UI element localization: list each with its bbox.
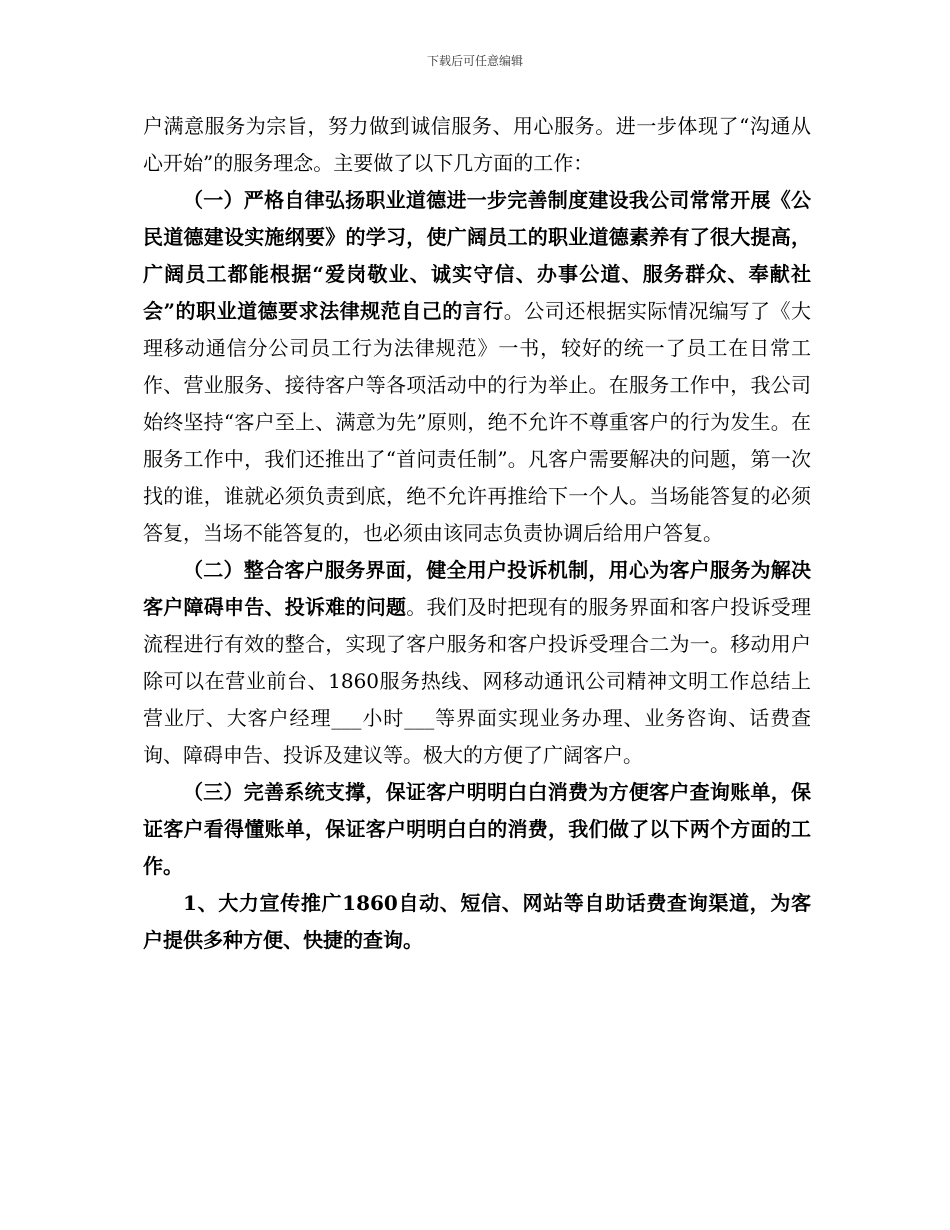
paragraph-item-1 (143, 885, 811, 959)
paragraph-intro-text: 户满意服务为宗旨，努力做到诚信服务、用心服务。进一步体现了“沟通从心开始”的服务理念。主要做了以下几方面的工作： (143, 114, 811, 175)
paragraph-section-1 (143, 182, 811, 552)
paragraph-section-3 (143, 774, 811, 885)
section-1-text: 。公司还根据实际情况编写了《大理移动通信分公司员工行为法律规范》一书，较好的统一了员工在日常工作、营业服务、接待客户等各项活动中的行为举止。在服务工作中，我公司始终坚持“客户至上、满意为先”原则，绝不允许不尊重客户的行为发生。在服务工作中，我们还推出了“首问责任制”。凡客户需要解决的问题，第一次找的谁，谁就必须负责到底，绝不允许再推给下一个人。当场能答复的必须答复，当场不能答复的，也必须由该同志负责协调后给用户答复。 (143, 299, 811, 545)
paragraph-intro (143, 108, 811, 182)
item-1-text: 1、大力宣传推广1860自动、短信、网站等自助话费查询渠道，为客户提供多种方便、快捷的查询。 (143, 891, 811, 952)
document-body (143, 108, 811, 959)
section-1-heading: （一）严格自律弘扬职业道德进一步完善制度建设我公司常常开展《公民道德建设实施纲要》的学习，使广阔员工的职业道德素养有了很大提高，广阔员工都能根据“爱岗敬业、诚实守信、办事公道、服务群众、奉献社会”的职业道德要求法律规范自己的言行 (143, 188, 811, 323)
section-2-heading: （二）整合客户服务界面，健全用户投诉机制，用心为客户服务为解决客户障碍申告、投诉难的问题 (143, 558, 811, 619)
section-2-text: 。我们及时把现有的服务界面和客户投诉受理流程进行有效的整合，实现了客户服务和客户投诉受理合二为一。移动用户除可以在营业前台、1860服务热线、网移动通讯公司精神文明工作总结上营业厅、大客户经理___小时___等界面实现业务办理、业务咨询、话费查询、障碍申告、投诉及建议等。极大的方便了广阔客户。 (143, 595, 811, 767)
section-3-heading: （三）完善系统支撑，保证客户明明白白消费为方便客户查询账单，保证客户看得懂账单，保证客户明明白白的消费，我们做了以下两个方面的工作。 (143, 780, 811, 878)
paragraph-section-2 (143, 552, 811, 774)
page-header: 下载后可任意编辑 (426, 54, 523, 68)
